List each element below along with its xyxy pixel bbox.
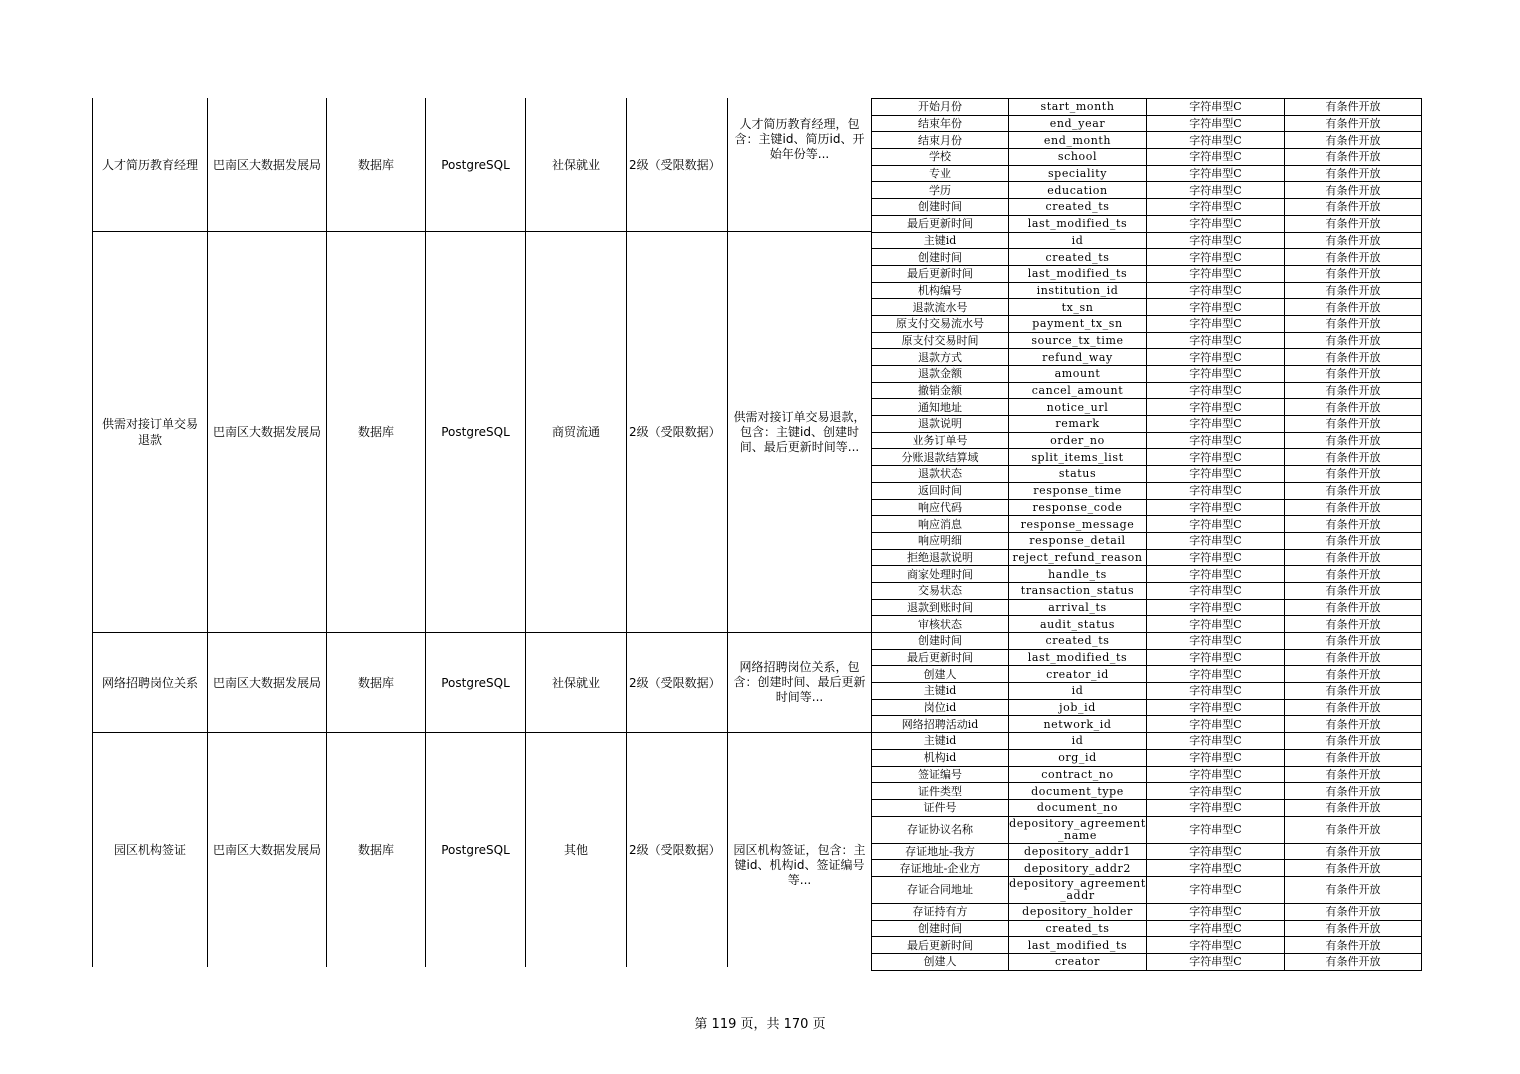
field-open-type: 有条件开放 xyxy=(1285,99,1422,116)
table-row xyxy=(872,749,1422,766)
field-en-name: depository_holder xyxy=(1009,903,1147,920)
field-open-type: 有条件开放 xyxy=(1285,482,1422,499)
field-en-name: start_month xyxy=(1009,99,1147,116)
database-type: PostgreSQL xyxy=(441,843,510,857)
field-en-name: cancel_amount xyxy=(1009,382,1147,399)
field-cn-name: 存证协议名称 xyxy=(872,816,1009,843)
field-datatype: 字符串型C xyxy=(1147,499,1285,516)
field-open-type: 有条件开放 xyxy=(1285,749,1422,766)
database-type: PostgreSQL xyxy=(441,675,510,690)
field-en-name: institution_id xyxy=(1009,282,1147,299)
table-row xyxy=(872,876,1422,903)
domain-category: 商贸流通 xyxy=(551,425,600,439)
field-en-name: depository_addr2 xyxy=(1009,860,1147,877)
field-open-type: 有条件开放 xyxy=(1285,920,1422,937)
field-datatype: 字符串型C xyxy=(1147,265,1285,282)
field-en-name: depository_addr1 xyxy=(1009,843,1147,860)
field-datatype: 字符串型C xyxy=(1147,616,1285,633)
field-datatype: 字符串型C xyxy=(1147,349,1285,366)
field-cn-name: 退款金额 xyxy=(872,366,1009,383)
field-cn-name: 撤销金额 xyxy=(872,382,1009,399)
table-row xyxy=(872,416,1422,433)
field-en-name: created_ts xyxy=(1009,633,1147,650)
resource-description: 网络招聘岗位关系，包含：创建时间、最后更新时间等... xyxy=(733,660,866,704)
field-open-type: 有条件开放 xyxy=(1285,232,1422,249)
field-en-name: created_ts xyxy=(1009,920,1147,937)
field-cn-name: 证件类型 xyxy=(872,783,1009,800)
field-cn-name: 创建人 xyxy=(872,666,1009,683)
field-en-name: last_modified_ts xyxy=(1009,937,1147,954)
field-open-type: 有条件开放 xyxy=(1285,699,1422,716)
page-footer: 第 119 页，共 170 页 xyxy=(694,1017,826,1032)
table-row xyxy=(872,149,1422,166)
table-row xyxy=(872,449,1422,466)
field-open-type: 有条件开放 xyxy=(1285,449,1422,466)
field-open-type: 有条件开放 xyxy=(1285,549,1422,566)
resource-name: 园区机构签证 xyxy=(113,843,186,857)
field-cn-name: 学历 xyxy=(872,182,1009,199)
field-datatype: 字符串型C xyxy=(1147,315,1285,332)
field-cn-name: 退款方式 xyxy=(872,349,1009,366)
field-en-name: response_code xyxy=(1009,499,1147,516)
field-open-type: 有条件开放 xyxy=(1285,860,1422,877)
field-en-name: response_message xyxy=(1009,516,1147,533)
field-open-type: 有条件开放 xyxy=(1285,599,1422,616)
table-row xyxy=(872,282,1422,299)
field-en-name: school xyxy=(1009,149,1147,166)
field-cn-name: 结束年份 xyxy=(872,115,1009,132)
field-datatype: 字符串型C xyxy=(1147,799,1285,816)
table-row xyxy=(872,937,1422,954)
security-level: 2级（受限数据） xyxy=(629,675,721,690)
field-datatype: 字符串型C xyxy=(1147,516,1285,533)
field-datatype: 字符串型C xyxy=(1147,232,1285,249)
field-open-type: 有条件开放 xyxy=(1285,249,1422,266)
field-open-type: 有条件开放 xyxy=(1285,265,1422,282)
field-open-type: 有条件开放 xyxy=(1285,937,1422,954)
field-cn-name: 原支付交易流水号 xyxy=(872,315,1009,332)
table-row xyxy=(872,733,1422,750)
field-datatype: 字符串型C xyxy=(1147,249,1285,266)
resource-type: 数据库 xyxy=(357,157,394,172)
field-en-name: arrival_ts xyxy=(1009,599,1147,616)
table-row xyxy=(872,349,1422,366)
resource-type: 数据库 xyxy=(357,843,394,857)
field-en-name: transaction_status xyxy=(1009,582,1147,599)
table-row xyxy=(872,683,1422,700)
table-row xyxy=(872,382,1422,399)
provider-org: 巴南区大数据发展局 xyxy=(212,675,321,690)
field-cn-name: 返回时间 xyxy=(872,482,1009,499)
field-en-name: creator xyxy=(1009,954,1147,971)
field-datatype: 字符串型C xyxy=(1147,366,1285,383)
field-cn-name: 专业 xyxy=(872,165,1009,182)
field-cn-name: 证件号 xyxy=(872,799,1009,816)
field-open-type: 有条件开放 xyxy=(1285,332,1422,349)
field-en-name: job_id xyxy=(1009,699,1147,716)
table-row xyxy=(872,115,1422,132)
field-open-type: 有条件开放 xyxy=(1285,466,1422,483)
field-open-type: 有条件开放 xyxy=(1285,349,1422,366)
field-datatype: 字符串型C xyxy=(1147,182,1285,199)
field-datatype: 字符串型C xyxy=(1147,282,1285,299)
resource-type: 数据库 xyxy=(357,675,394,690)
field-en-name: reject_refund_reason xyxy=(1009,549,1147,566)
field-datatype: 字符串型C xyxy=(1147,783,1285,800)
field-en-name: last_modified_ts xyxy=(1009,215,1147,232)
field-cn-name: 创建人 xyxy=(872,954,1009,971)
field-datatype: 字符串型C xyxy=(1147,416,1285,433)
field-cn-name: 结束月份 xyxy=(872,132,1009,149)
field-open-type: 有条件开放 xyxy=(1285,876,1422,903)
field-en-name: creator_id xyxy=(1009,666,1147,683)
field-en-name: handle_ts xyxy=(1009,566,1147,583)
field-datatype: 字符串型C xyxy=(1147,566,1285,583)
field-cn-name: 存证地址-企业方 xyxy=(872,860,1009,877)
field-open-type: 有条件开放 xyxy=(1285,799,1422,816)
field-datatype: 字符串型C xyxy=(1147,649,1285,666)
field-open-type: 有条件开放 xyxy=(1285,566,1422,583)
field-cn-name: 响应明细 xyxy=(872,532,1009,549)
resource-description: 供需对接订单交易退款，包含：主键id、创建时间、最后更新时间等... xyxy=(733,409,866,454)
table-row xyxy=(872,499,1422,516)
database-type: PostgreSQL xyxy=(441,425,510,439)
field-cn-name: 最后更新时间 xyxy=(872,937,1009,954)
field-datatype: 字符串型C xyxy=(1147,115,1285,132)
table-row xyxy=(872,249,1422,266)
field-datatype: 字符串型C xyxy=(1147,937,1285,954)
domain-category: 社保就业 xyxy=(551,157,600,172)
field-cn-name: 商家处理时间 xyxy=(872,566,1009,583)
table-row xyxy=(872,516,1422,533)
field-cn-name: 存证合同地址 xyxy=(872,876,1009,903)
resource-name: 人才简历教育经理 xyxy=(101,157,198,172)
table-row xyxy=(872,532,1422,549)
field-open-type: 有条件开放 xyxy=(1285,666,1422,683)
field-open-type: 有条件开放 xyxy=(1285,532,1422,549)
field-cn-name: 存证持有方 xyxy=(872,903,1009,920)
table-row xyxy=(872,332,1422,349)
provider-org: 巴南区大数据发展局 xyxy=(212,843,321,857)
field-datatype: 字符串型C xyxy=(1147,599,1285,616)
field-cn-name: 拒绝退款说明 xyxy=(872,549,1009,566)
field-cn-name: 签证编号 xyxy=(872,766,1009,783)
field-en-name: source_tx_time xyxy=(1009,332,1147,349)
field-datatype: 字符串型C xyxy=(1147,733,1285,750)
table-row xyxy=(872,954,1422,971)
table-row xyxy=(872,99,1422,116)
table-row xyxy=(872,903,1422,920)
table-row xyxy=(872,265,1422,282)
field-datatype: 字符串型C xyxy=(1147,132,1285,149)
field-datatype: 字符串型C xyxy=(1147,699,1285,716)
table-row xyxy=(872,582,1422,599)
field-cn-name: 主键id xyxy=(872,232,1009,249)
field-en-name: response_time xyxy=(1009,482,1147,499)
table-row xyxy=(872,299,1422,316)
field-en-name: network_id xyxy=(1009,716,1147,733)
field-en-name: education xyxy=(1009,182,1147,199)
field-en-name: payment_tx_sn xyxy=(1009,315,1147,332)
field-cn-name: 学校 xyxy=(872,149,1009,166)
field-en-name: audit_status xyxy=(1009,616,1147,633)
field-cn-name: 创建时间 xyxy=(872,199,1009,216)
resource-description: 园区机构签证，包含：主键id、机构id、签证编号等... xyxy=(733,842,866,887)
table-row xyxy=(872,466,1422,483)
table-row xyxy=(872,566,1422,583)
field-table xyxy=(871,98,1422,971)
field-datatype: 字符串型C xyxy=(1147,449,1285,466)
provider-org: 巴南区大数据发展局 xyxy=(212,425,321,439)
table-row xyxy=(872,816,1422,843)
table-row xyxy=(872,366,1422,383)
field-en-name: id xyxy=(1009,683,1147,700)
field-datatype: 字符串型C xyxy=(1147,299,1285,316)
field-en-name: refund_way xyxy=(1009,349,1147,366)
field-open-type: 有条件开放 xyxy=(1285,199,1422,216)
field-datatype: 字符串型C xyxy=(1147,215,1285,232)
field-datatype: 字符串型C xyxy=(1147,954,1285,971)
table-row xyxy=(872,432,1422,449)
field-en-name: contract_no xyxy=(1009,766,1147,783)
table-row xyxy=(872,616,1422,633)
field-cn-name: 退款到账时间 xyxy=(872,599,1009,616)
table-row xyxy=(872,182,1422,199)
field-open-type: 有条件开放 xyxy=(1285,683,1422,700)
field-en-name: amount xyxy=(1009,366,1147,383)
field-cn-name: 创建时间 xyxy=(872,920,1009,937)
field-cn-name: 通知地址 xyxy=(872,399,1009,416)
resource-type: 数据库 xyxy=(357,425,394,439)
field-cn-name: 退款流水号 xyxy=(872,299,1009,316)
field-open-type: 有条件开放 xyxy=(1285,649,1422,666)
table-row xyxy=(872,482,1422,499)
field-open-type: 有条件开放 xyxy=(1285,165,1422,182)
field-datatype: 字符串型C xyxy=(1147,816,1285,843)
field-en-name: notice_url xyxy=(1009,399,1147,416)
table-row xyxy=(872,666,1422,683)
field-en-name: remark xyxy=(1009,416,1147,433)
field-en-name: status xyxy=(1009,466,1147,483)
field-open-type: 有条件开放 xyxy=(1285,416,1422,433)
provider-org: 巴南区大数据发展局 xyxy=(212,157,321,172)
field-en-name: last_modified_ts xyxy=(1009,649,1147,666)
field-open-type: 有条件开放 xyxy=(1285,582,1422,599)
table-row xyxy=(872,920,1422,937)
field-open-type: 有条件开放 xyxy=(1285,954,1422,971)
field-open-type: 有条件开放 xyxy=(1285,516,1422,533)
table-row xyxy=(872,843,1422,860)
field-en-name: speciality xyxy=(1009,165,1147,182)
field-en-name: response_detail xyxy=(1009,532,1147,549)
table-row xyxy=(872,315,1422,332)
field-en-name: depository_agreement_addr xyxy=(1009,876,1146,902)
field-en-name: end_month xyxy=(1009,132,1147,149)
field-open-type: 有条件开放 xyxy=(1285,616,1422,633)
field-datatype: 字符串型C xyxy=(1147,165,1285,182)
field-datatype: 字符串型C xyxy=(1147,482,1285,499)
field-open-type: 有条件开放 xyxy=(1285,716,1422,733)
field-cn-name: 分账退款结算域 xyxy=(872,449,1009,466)
field-en-name: document_no xyxy=(1009,799,1147,816)
table-row xyxy=(872,699,1422,716)
field-cn-name: 原支付交易时间 xyxy=(872,332,1009,349)
security-level: 2级（受限数据） xyxy=(629,843,721,857)
field-open-type: 有条件开放 xyxy=(1285,115,1422,132)
table-row xyxy=(872,716,1422,733)
table-row xyxy=(872,199,1422,216)
field-datatype: 字符串型C xyxy=(1147,666,1285,683)
domain-category: 其他 xyxy=(563,843,588,857)
field-open-type: 有条件开放 xyxy=(1285,282,1422,299)
field-open-type: 有条件开放 xyxy=(1285,382,1422,399)
field-datatype: 字符串型C xyxy=(1147,332,1285,349)
field-open-type: 有条件开放 xyxy=(1285,432,1422,449)
table-row xyxy=(872,232,1422,249)
table-row xyxy=(872,549,1422,566)
field-datatype: 字符串型C xyxy=(1147,683,1285,700)
field-cn-name: 响应代码 xyxy=(872,499,1009,516)
field-en-name: org_id xyxy=(1009,749,1147,766)
field-cn-name: 机构id xyxy=(872,749,1009,766)
field-datatype: 字符串型C xyxy=(1147,766,1285,783)
field-datatype: 字符串型C xyxy=(1147,99,1285,116)
field-cn-name: 存证地址-我方 xyxy=(872,843,1009,860)
field-datatype: 字符串型C xyxy=(1147,466,1285,483)
table-row xyxy=(872,649,1422,666)
field-open-type: 有条件开放 xyxy=(1285,182,1422,199)
field-en-name: depository_agreement_name xyxy=(1009,816,1146,842)
field-open-type: 有条件开放 xyxy=(1285,215,1422,232)
field-open-type: 有条件开放 xyxy=(1285,816,1422,843)
field-cn-name: 主键id xyxy=(872,683,1009,700)
field-cn-name: 退款状态 xyxy=(872,466,1009,483)
field-datatype: 字符串型C xyxy=(1147,843,1285,860)
field-datatype: 字符串型C xyxy=(1147,903,1285,920)
field-cn-name: 最后更新时间 xyxy=(872,265,1009,282)
field-open-type: 有条件开放 xyxy=(1285,783,1422,800)
field-open-type: 有条件开放 xyxy=(1285,843,1422,860)
field-en-name: last_modified_ts xyxy=(1009,265,1147,282)
field-datatype: 字符串型C xyxy=(1147,633,1285,650)
table-row xyxy=(872,799,1422,816)
field-open-type: 有条件开放 xyxy=(1285,903,1422,920)
field-open-type: 有条件开放 xyxy=(1285,315,1422,332)
table-row xyxy=(872,599,1422,616)
field-en-name: document_type xyxy=(1009,783,1147,800)
field-cn-name: 最后更新时间 xyxy=(872,215,1009,232)
field-cn-name: 开始月份 xyxy=(872,99,1009,116)
field-datatype: 字符串型C xyxy=(1147,749,1285,766)
field-open-type: 有条件开放 xyxy=(1285,733,1422,750)
field-en-name: order_no xyxy=(1009,432,1147,449)
field-en-name: end_year xyxy=(1009,115,1147,132)
field-cn-name: 业务订单号 xyxy=(872,432,1009,449)
security-level: 2级（受限数据） xyxy=(629,157,721,172)
field-en-name: id xyxy=(1009,733,1147,750)
resource-name: 网络招聘岗位关系 xyxy=(101,675,198,690)
table-row xyxy=(872,783,1422,800)
field-cn-name: 网络招聘活动id xyxy=(872,716,1009,733)
table-row xyxy=(872,633,1422,650)
field-cn-name: 岗位id xyxy=(872,699,1009,716)
field-open-type: 有条件开放 xyxy=(1285,499,1422,516)
field-en-name: created_ts xyxy=(1009,199,1147,216)
field-cn-name: 主键id xyxy=(872,733,1009,750)
field-cn-name: 响应消息 xyxy=(872,516,1009,533)
field-datatype: 字符串型C xyxy=(1147,876,1285,903)
field-cn-name: 创建时间 xyxy=(872,249,1009,266)
field-cn-name: 审核状态 xyxy=(872,616,1009,633)
database-type: PostgreSQL xyxy=(441,157,510,172)
field-datatype: 字符串型C xyxy=(1147,382,1285,399)
field-en-name: created_ts xyxy=(1009,249,1147,266)
field-open-type: 有条件开放 xyxy=(1285,299,1422,316)
field-datatype: 字符串型C xyxy=(1147,920,1285,937)
field-datatype: 字符串型C xyxy=(1147,582,1285,599)
field-cn-name: 创建时间 xyxy=(872,633,1009,650)
field-cn-name: 最后更新时间 xyxy=(872,649,1009,666)
field-open-type: 有条件开放 xyxy=(1285,149,1422,166)
table-row xyxy=(872,399,1422,416)
field-en-name: id xyxy=(1009,232,1147,249)
table-row xyxy=(872,215,1422,232)
field-datatype: 字符串型C xyxy=(1147,399,1285,416)
field-en-name: split_items_list xyxy=(1009,449,1147,466)
field-datatype: 字符串型C xyxy=(1147,532,1285,549)
field-open-type: 有条件开放 xyxy=(1285,766,1422,783)
table-row xyxy=(872,860,1422,877)
resource-description: 人才简历教育经理，包含：主键id、简历id、开始年份等... xyxy=(734,116,865,161)
field-open-type: 有条件开放 xyxy=(1285,399,1422,416)
field-open-type: 有条件开放 xyxy=(1285,366,1422,383)
table-row xyxy=(872,165,1422,182)
field-datatype: 字符串型C xyxy=(1147,860,1285,877)
table-row xyxy=(872,132,1422,149)
table-row xyxy=(872,766,1422,783)
field-datatype: 字符串型C xyxy=(1147,149,1285,166)
field-datatype: 字符串型C xyxy=(1147,199,1285,216)
field-en-name: tx_sn xyxy=(1009,299,1147,316)
security-level: 2级（受限数据） xyxy=(629,425,721,439)
field-cn-name: 交易状态 xyxy=(872,582,1009,599)
field-cn-name: 退款说明 xyxy=(872,416,1009,433)
field-datatype: 字符串型C xyxy=(1147,549,1285,566)
domain-category: 社保就业 xyxy=(551,675,600,690)
field-open-type: 有条件开放 xyxy=(1285,633,1422,650)
field-datatype: 字符串型C xyxy=(1147,432,1285,449)
field-open-type: 有条件开放 xyxy=(1285,132,1422,149)
field-datatype: 字符串型C xyxy=(1147,716,1285,733)
resource-name: 供需对接订单交易退款 xyxy=(101,417,198,447)
field-cn-name: 机构编号 xyxy=(872,282,1009,299)
